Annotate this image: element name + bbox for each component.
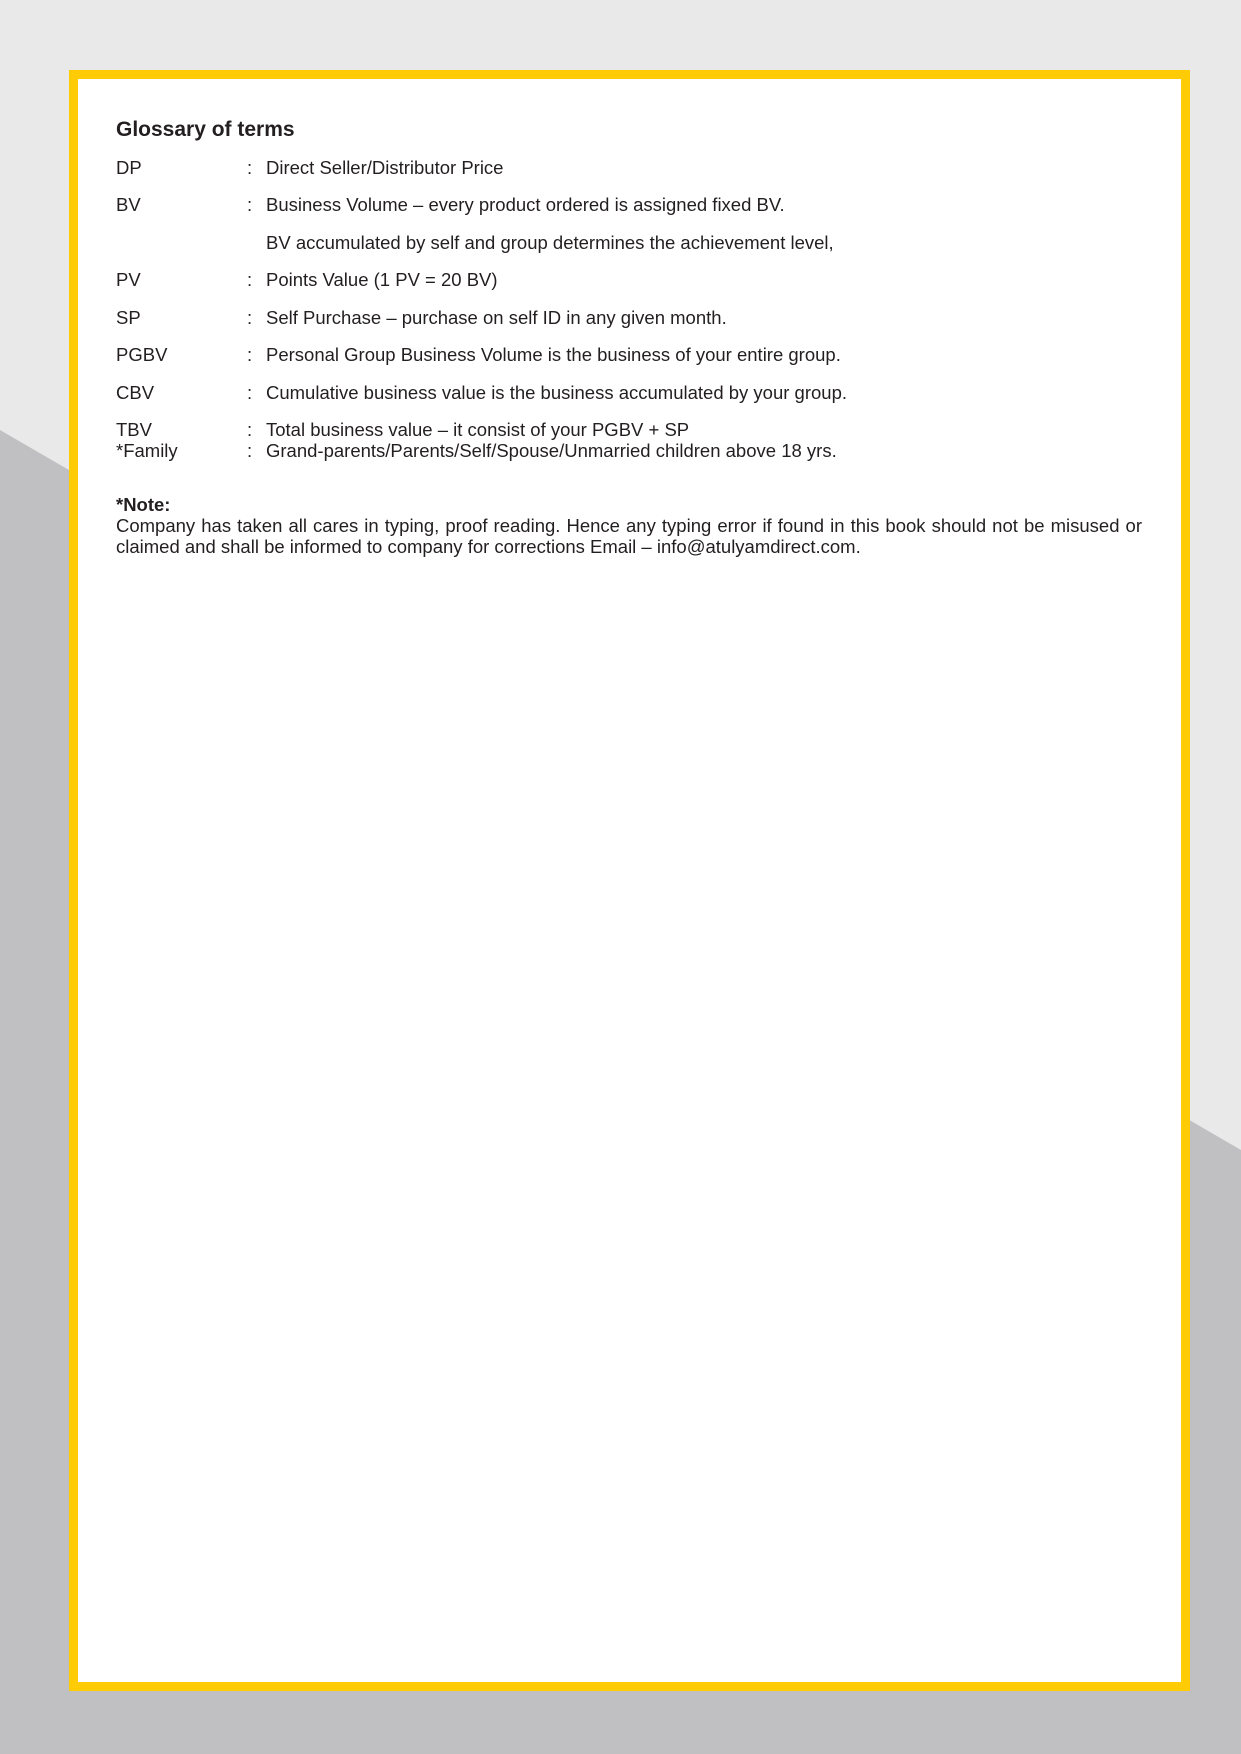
glossary-definition: Cumulative business value is the business accumulated by your group. xyxy=(266,382,848,403)
glossary-definition: Points Value (1 PV = 20 BV) xyxy=(266,269,498,290)
glossary-definition: BV accumulated by self and group determines the achievement level, xyxy=(266,232,834,253)
glossary-separator: : xyxy=(247,440,253,461)
glossary-separator: : xyxy=(247,157,253,178)
glossary-term: DP xyxy=(116,157,142,178)
glossary-definition: Personal Group Business Volume is the business of your entire group. xyxy=(266,344,841,365)
glossary-separator: : xyxy=(247,269,253,290)
glossary-separator: : xyxy=(247,419,253,440)
glossary-term: CBV xyxy=(116,382,155,403)
glossary-term: TBV xyxy=(116,419,152,440)
glossary-definition: Self Purchase – purchase on self ID in any given month. xyxy=(266,307,727,328)
glossary-definition: Total business value – it consist of your PGBV + SP xyxy=(266,419,690,440)
glossary-term: BV xyxy=(116,194,141,215)
glossary-separator: : xyxy=(247,307,253,328)
glossary-definition: Direct Seller/Distributor Price xyxy=(266,157,504,178)
document-content xyxy=(116,117,1142,557)
glossary-definition: Grand-parents/Parents/Self/Spouse/Unmarried children above 18 yrs. xyxy=(266,440,837,461)
glossary-term: *Family xyxy=(116,440,178,461)
glossary-definition: Business Volume – every product ordered is assigned fixed BV. xyxy=(266,194,785,215)
page-title: Glossary of terms xyxy=(116,118,295,141)
note-title: *Note: xyxy=(116,494,171,515)
glossary-term: PGBV xyxy=(116,344,168,365)
glossary-separator: : xyxy=(247,194,253,215)
glossary-term: SP xyxy=(116,307,141,328)
document-frame xyxy=(69,70,1190,1691)
glossary-term: PV xyxy=(116,269,141,290)
glossary-separator: : xyxy=(247,344,253,365)
note-text: Company has taken all cares in typing, proof reading. Hence any typing error if found in this book should not be misused or claimed and shall be informed to company for corrections Email – info@atulyamdirect.com. xyxy=(116,515,1142,557)
glossary-separator: : xyxy=(247,382,253,403)
